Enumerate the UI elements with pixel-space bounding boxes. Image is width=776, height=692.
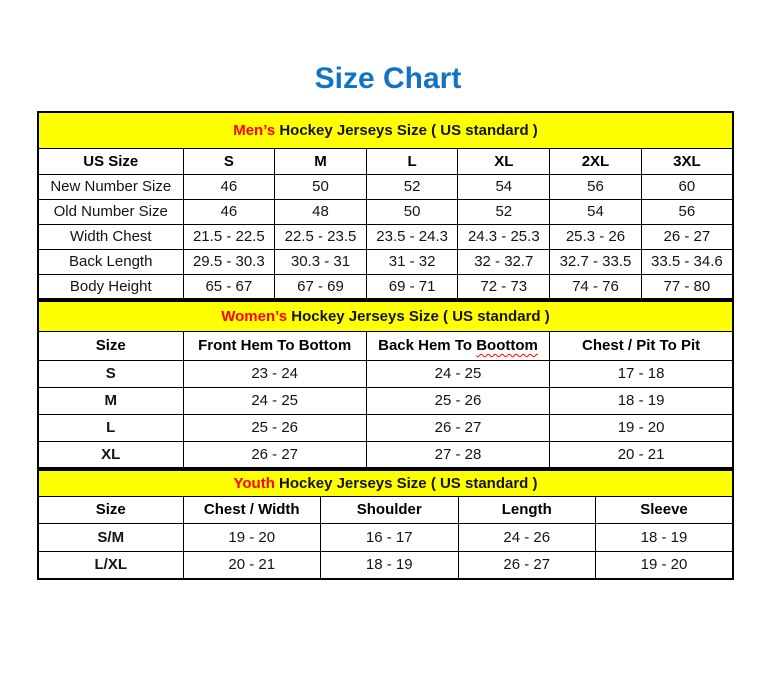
size-value-cell: 17 - 18 xyxy=(550,360,733,387)
youth-band-row xyxy=(38,470,733,496)
table-row xyxy=(38,414,733,441)
table-row xyxy=(38,441,733,468)
size-value-cell: 69 - 71 xyxy=(366,274,458,299)
size-value-cell: 54 xyxy=(550,199,642,224)
size-value-cell: 24.3 - 25.3 xyxy=(458,224,550,249)
column-header-chest-width: Chest / Width xyxy=(183,496,321,523)
mens-band-row xyxy=(38,112,733,148)
size-value-cell: 23.5 - 24.3 xyxy=(366,224,458,249)
womens-size-table xyxy=(37,300,734,469)
mens-label-rest: Hockey Jerseys Size ( US standard ) xyxy=(275,121,538,139)
table-row xyxy=(38,224,733,249)
row-label-m: M xyxy=(38,387,183,414)
mens-label-accent: Men’s xyxy=(233,121,276,139)
size-value-cell: 25.3 - 26 xyxy=(550,224,642,249)
mens-column-header-row xyxy=(38,148,733,174)
row-label-back-length: Back Length xyxy=(38,249,183,274)
size-value-cell: 19 - 20 xyxy=(183,523,321,551)
column-header-size: Size xyxy=(38,496,183,523)
column-header-us-size: US Size xyxy=(38,148,183,174)
size-value-cell: 46 xyxy=(183,174,275,199)
size-value-cell: 54 xyxy=(458,174,550,199)
row-label-s-m: S/M xyxy=(38,523,183,551)
size-value-cell: 67 - 69 xyxy=(275,274,367,299)
size-value-cell: 72 - 73 xyxy=(458,274,550,299)
column-header-xl: XL xyxy=(458,148,550,174)
youth-label-rest: Hockey Jerseys Size ( US standard ) xyxy=(274,474,538,492)
size-value-cell: 27 - 28 xyxy=(366,441,549,468)
size-value-cell: 26 - 27 xyxy=(641,224,733,249)
youth-table-header-band xyxy=(38,470,733,496)
size-value-cell: 56 xyxy=(550,174,642,199)
size-value-cell: 74 - 76 xyxy=(550,274,642,299)
size-chart xyxy=(37,111,734,580)
size-value-cell: 56 xyxy=(641,199,733,224)
size-value-cell: 16 - 17 xyxy=(321,523,459,551)
youth-label-accent: Youth xyxy=(233,474,275,492)
size-value-cell: 60 xyxy=(641,174,733,199)
column-header-3xl: 3XL xyxy=(641,148,733,174)
column-header-s: S xyxy=(183,148,275,174)
size-value-cell: 24 - 25 xyxy=(183,387,366,414)
womens-label-rest: Hockey Jerseys Size ( US standard ) xyxy=(287,307,550,325)
size-value-cell: 19 - 20 xyxy=(596,551,734,579)
size-value-cell: 25 - 26 xyxy=(366,387,549,414)
size-value-cell: 32 - 32.7 xyxy=(458,249,550,274)
table-row xyxy=(38,551,733,579)
womens-label-accent: Women’s xyxy=(221,307,288,325)
table-row xyxy=(38,523,733,551)
size-value-cell: 48 xyxy=(275,199,367,224)
table-row xyxy=(38,274,733,299)
size-value-cell: 22.5 - 23.5 xyxy=(275,224,367,249)
size-value-cell: 20 - 21 xyxy=(550,441,733,468)
row-label-l-xl: L/XL xyxy=(38,551,183,579)
column-header-size: Size xyxy=(38,331,183,360)
size-value-cell: 52 xyxy=(458,199,550,224)
size-value-cell: 25 - 26 xyxy=(183,414,366,441)
table-row xyxy=(38,387,733,414)
mens-size-table xyxy=(37,111,734,300)
column-header-shoulder: Shoulder xyxy=(321,496,459,523)
womens-column-header-row xyxy=(38,331,733,360)
size-value-cell: 30.3 - 31 xyxy=(275,249,367,274)
size-value-cell: 29.5 - 30.3 xyxy=(183,249,275,274)
size-value-cell: 31 - 32 xyxy=(366,249,458,274)
size-value-cell: 33.5 - 34.6 xyxy=(641,249,733,274)
size-value-cell: 50 xyxy=(366,199,458,224)
size-value-cell: 23 - 24 xyxy=(183,360,366,387)
size-value-cell: 65 - 67 xyxy=(183,274,275,299)
column-header-length: Length xyxy=(458,496,596,523)
size-value-cell: 26 - 27 xyxy=(458,551,596,579)
page-title: Size Chart xyxy=(314,62,462,95)
size-value-cell: 50 xyxy=(275,174,367,199)
size-value-cell: 18 - 19 xyxy=(550,387,733,414)
table-row xyxy=(38,360,733,387)
size-value-cell: 32.7 - 33.5 xyxy=(550,249,642,274)
table-row xyxy=(38,199,733,224)
size-value-cell: 77 - 80 xyxy=(641,274,733,299)
column-header-chest-pit-to-pit: Chest / Pit To Pit xyxy=(550,331,733,360)
column-header-sleeve: Sleeve xyxy=(596,496,734,523)
column-header-front-hem-to-bottom: Front Hem To Bottom xyxy=(183,331,366,360)
row-label-l: L xyxy=(38,414,183,441)
size-value-cell: 26 - 27 xyxy=(366,414,549,441)
youth-column-header-row xyxy=(38,496,733,523)
row-label-new-number-size: New Number Size xyxy=(38,174,183,199)
size-value-cell: 18 - 19 xyxy=(596,523,734,551)
size-value-cell: 21.5 - 22.5 xyxy=(183,224,275,249)
womens-band-row xyxy=(38,301,733,331)
column-header-m: M xyxy=(275,148,367,174)
mens-table-header-band xyxy=(38,112,733,148)
youth-size-table xyxy=(37,469,734,580)
size-value-cell: 24 - 25 xyxy=(366,360,549,387)
column-header-2xl: 2XL xyxy=(550,148,642,174)
size-value-cell: 24 - 26 xyxy=(458,523,596,551)
womens-table-header-band xyxy=(38,301,733,331)
column-header-l: L xyxy=(366,148,458,174)
row-label-s: S xyxy=(38,360,183,387)
row-label-body-height: Body Height xyxy=(38,274,183,299)
size-value-cell: 52 xyxy=(366,174,458,199)
row-label-old-number-size: Old Number Size xyxy=(38,199,183,224)
size-value-cell: 18 - 19 xyxy=(321,551,459,579)
column-header-back-hem-to-boottom: Back Hem To Boottom xyxy=(366,331,549,360)
size-value-cell: 46 xyxy=(183,199,275,224)
table-row xyxy=(38,249,733,274)
misspelled-word: Boottom xyxy=(476,337,538,354)
size-value-cell: 20 - 21 xyxy=(183,551,321,579)
row-label-xl: XL xyxy=(38,441,183,468)
size-value-cell: 19 - 20 xyxy=(550,414,733,441)
row-label-width-chest: Width Chest xyxy=(38,224,183,249)
size-value-cell: 26 - 27 xyxy=(183,441,366,468)
table-row xyxy=(38,174,733,199)
